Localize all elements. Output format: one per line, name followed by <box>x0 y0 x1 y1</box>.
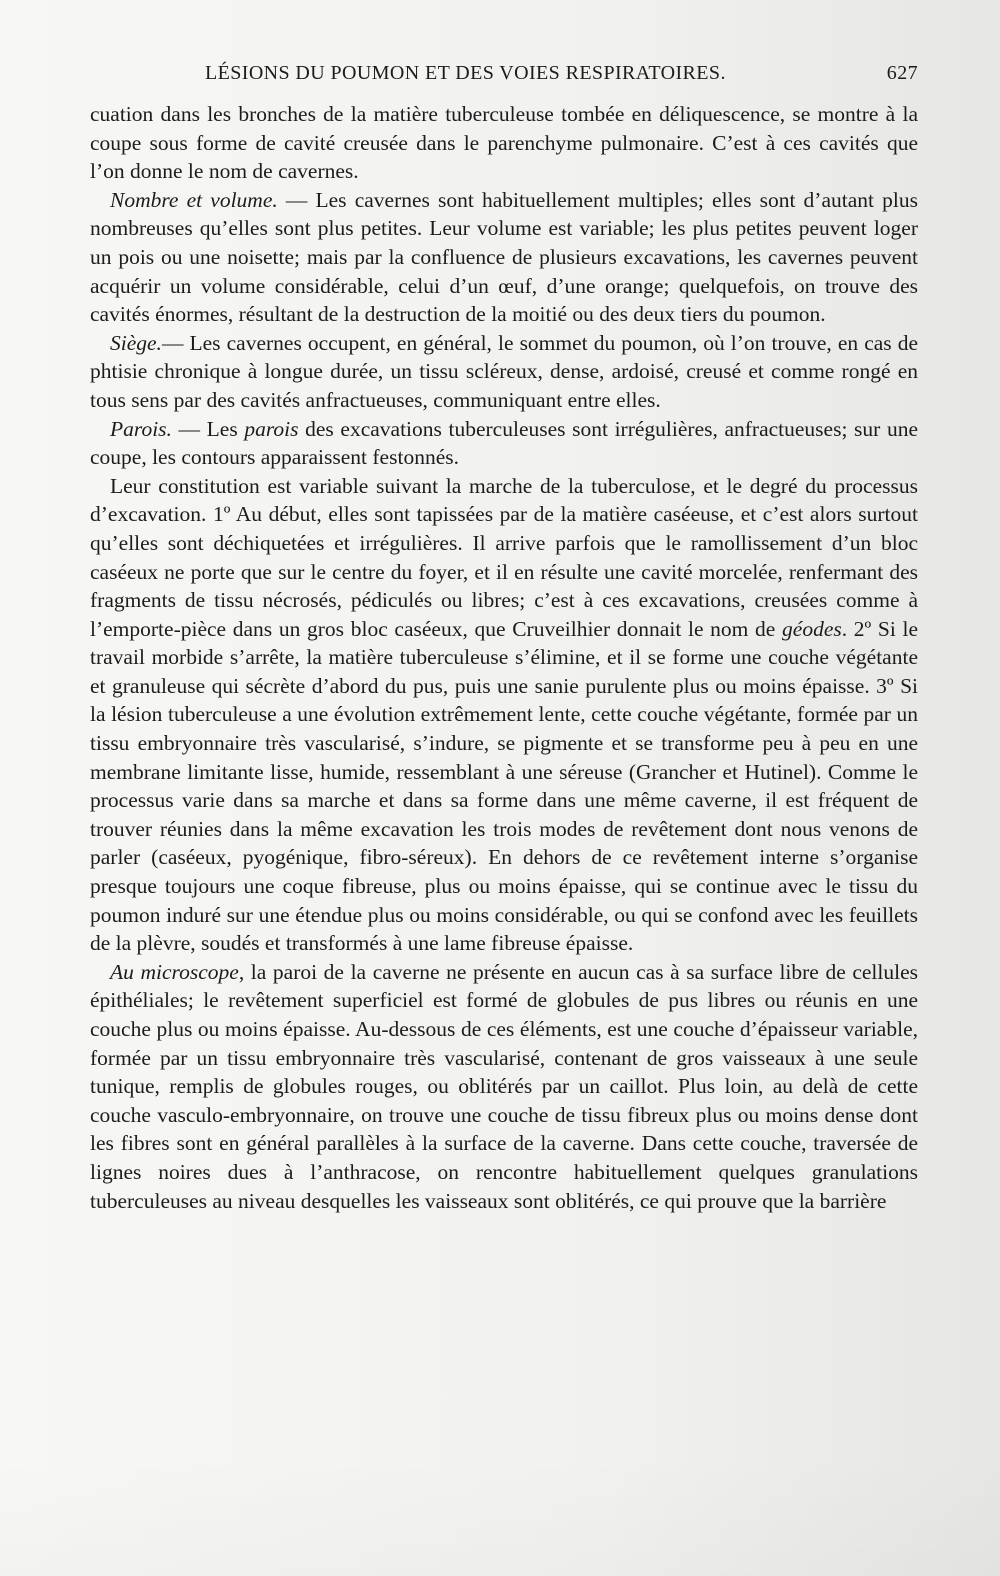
section-heading-siege: Siège. <box>110 330 162 355</box>
paragraph-parois <box>90 415 918 472</box>
section-heading-microscope: Au microscope <box>110 959 239 984</box>
paragraph-text: — Les cavernes sont habituellement multiples; elles sont d’autant plus nombreuses qu’elles sont plus petites. Leur volume est variable; les plus petites peuvent loger un pois ou une noisette; mais par la confluence de plusieurs excavations, les cavernes peuvent acquérir un volume considérable, celui d’un œuf, d’une orange; quelquefois, on trouve des cavités énormes, résultant de la destruction de la moitié ou des deux tiers du poumon. <box>90 187 918 327</box>
paragraph-text: Leur constitution est variable suivant la marche de la tuberculose, et le degré du processus d’excavation. 1º Au début, elles sont tapissées par de la matière caséeuse, et c’est alors surtout qu’elles sont déchiquetées et irrégulières. Il arrive parfois que le ramollissement d’un bloc caséeux ne porte que sur le centre du foyer, et il en résulte une cavité morcelée, renfermant des fragments de tissu nécrosés, pédiculés ou libres; c’est à ces excavations, creusées comme à l’emporte-pièce dans un gros bloc caséeux, que Cruveilhier donnait le nom de <box>90 473 918 641</box>
body-text <box>90 100 918 1215</box>
page-number: 627 <box>886 62 918 84</box>
section-heading-parois: Parois. <box>110 416 172 441</box>
paragraph-text: cuation dans les bronches de la matière tuberculeuse tombée en déliquescence, se montre à la coupe sous forme de cavité creusée dans le parenchyme pulmonaire. C’est à ces cavités que l’on donne le nom de cavernes. <box>90 102 918 184</box>
paragraph-text: . 2º Si le travail morbide s’arrête, la matière tuberculeuse s’élimine, et il se forme une couche végétante et granuleuse qui sécrète d’abord du pus, puis une sanie purulente plus ou moins épaisse. 3º Si la lésion tuberculeuse a une évolution extrêmement lente, cette couche végétante, formée par un tissu embryonnaire très vascularisé, s’indure, se pigmente et se transforme peu à peu en une membrane limitante lisse, humide, ressemblant à une séreuse (Grancher et Hutinel). Comme le processus varie dans sa marche et dans sa forme dans une même caverne, il est fréquent de trouver réunies dans la même excavation les trois modes de revêtement dont nous venons de parler (caséeux, pyogénique, fibro-séreux). En dehors de ce revêtement interne s’organise presque toujours une coque fibreuse, plus ou moins épaisse, qui se continue avec le tissu du poumon induré sur une étendue plus ou moins considérable, ou qui se confond avec les feuillets de la plèvre, soudés et transformés à une lame fibreuse épaisse. <box>90 616 918 956</box>
emphasis-geodes: géodes <box>782 616 842 641</box>
paragraph-siege <box>90 329 918 415</box>
section-heading-nombre-volume: Nombre et volume. <box>110 187 278 212</box>
page-shading <box>0 1456 1000 1576</box>
running-header <box>90 62 918 96</box>
paragraph-microscope <box>90 958 918 1215</box>
paragraph-text: — Les <box>171 416 245 441</box>
paragraph-text: , la paroi de la caverne ne présente en aucun cas à sa surface libre de cellules épithéliales; le revêtement superficiel est formé de globules de pus libres ou réunis en une couche plus ou moins épaisse. Au-dessous de ces éléments, est une couche d’épaisseur variable, formée par un tissu embryonnaire très vascularisé, contenant de gros vaisseaux à une seule tunique, remplis de globules rouges, ou oblitérés par un caillot. Plus loin, au delà de cette couche vasculo-embryonnaire, on trouve une couche de tissu fibreux plus ou moins dense dont les fibres sont en général parallèles à la surface de la caverne. Dans cette couche, traversée de lignes noires dues à l’anthracose, on rencontre habituellement quelques granulations tuberculeuses au niveau desquelles les vaisseaux sont oblitérés, ce qui prouve que la barrière <box>90 959 918 1213</box>
paragraph-nombre-volume <box>90 186 918 329</box>
paragraph-text: des excavations tuberculeuses sont irrégulières, anfractueuses; sur une coupe, les contours apparaissent festonnés. <box>90 416 918 470</box>
paragraph-cavernes-intro <box>90 100 918 186</box>
paragraph-text: — Les cavernes occupent, en général, le sommet du poumon, où l’on trouve, en cas de phtisie chronique à longue durée, un tissu scléreux, dense, ardoisé, creusé et comme rongé en tous sens par des cavités anfractueuses, communiquant entre elles. <box>90 330 918 412</box>
emphasis-parois: parois <box>244 416 299 441</box>
running-title: LÉSIONS DU POUMON ET DES VOIES RESPIRATOIRES. <box>205 62 726 84</box>
paragraph-constitution <box>90 472 918 958</box>
